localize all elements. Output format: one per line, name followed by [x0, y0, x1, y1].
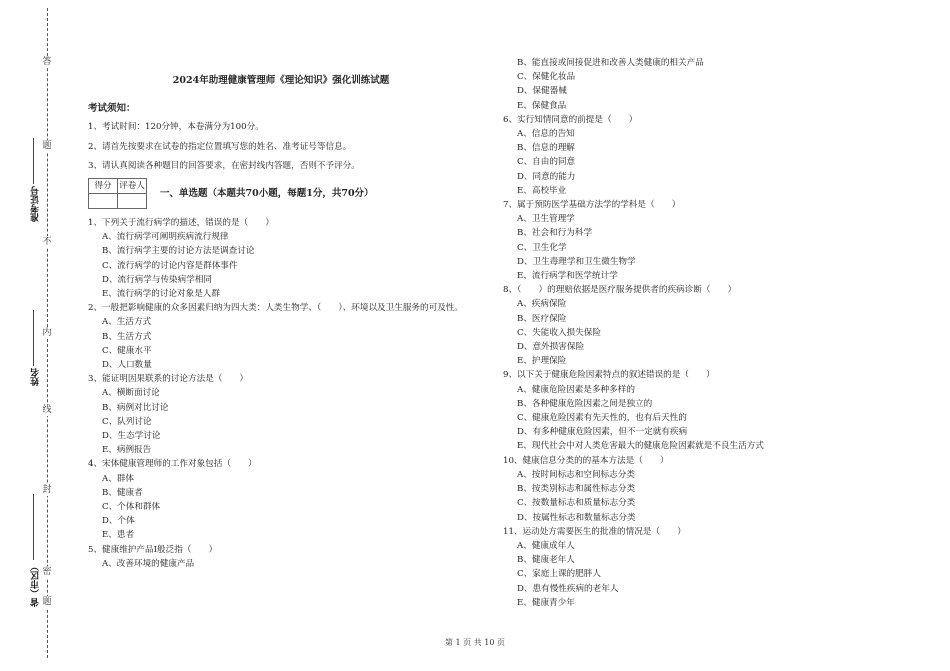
question-item: [88, 301, 488, 372]
question-stem: 1、下列关于流行病学的描述，错误的是（ ）: [88, 218, 274, 229]
answer-option: B、社会和行为科学: [517, 228, 593, 239]
continued-options: [503, 56, 923, 113]
grader-cell: [118, 194, 147, 209]
grader-header: 评卷人: [118, 179, 147, 194]
answer-option: A、按时间标志和空间标志分类: [517, 469, 635, 480]
answer-option: A、流行病学可阐明疾病流行规律: [102, 232, 229, 243]
answer-option: A、群体: [102, 473, 134, 484]
answer-option: C、流行病学的讨论内容是群体事件: [102, 260, 238, 271]
answer-option: C、卫生化学: [517, 242, 567, 253]
answer-option: A、信息的告知: [517, 129, 575, 140]
answer-option: D、流行病学与传染病学相同: [102, 274, 213, 285]
score-table: [88, 178, 147, 209]
exam-title: 2024年助理健康管理师《理论知识》强化训练试题: [172, 75, 390, 86]
answer-option: B、病例对比讨论: [102, 402, 169, 413]
question-stem: 10、健康信息分类的的基本方法是（ ）: [503, 455, 669, 466]
answer-option: B、按类别标志和属性标志分类: [517, 484, 636, 495]
question-stem: 3、能证明因果联系的讨论方法是（ ）: [88, 374, 249, 385]
name-line: [33, 310, 34, 366]
section-heading: 一、单选题（本题共70小题，每题1分，共70分）: [160, 188, 374, 200]
answer-option: B、信息的理解: [517, 143, 575, 154]
answer-option: D、生态学讨论: [102, 431, 161, 442]
question-item: [88, 372, 488, 457]
answer-option: E、病例报告: [102, 445, 152, 456]
notice-item: 1、考试时间：120分钟，本卷满分为100分。: [88, 122, 264, 133]
binding-char: 密: [42, 567, 52, 577]
question-stem: 6、实行知情同意的前提是（ ）: [503, 114, 638, 125]
question-stem: 5、健康维护产品Ⅰ般泛指（ ）: [88, 544, 218, 555]
question-item: [503, 525, 923, 610]
answer-option: A、卫生管理学: [517, 214, 575, 225]
binding-char: 线: [42, 405, 52, 415]
question-item: [503, 113, 923, 198]
name-label: 姓名: [31, 368, 41, 386]
answer-option: C、健康危险因素有先天性的，也有后天性的: [517, 413, 687, 424]
left-column: [88, 74, 488, 571]
answer-option: E、健康青少年: [517, 597, 575, 608]
binding-char: 题: [42, 597, 52, 607]
answer-option: E、患者: [102, 530, 135, 541]
answer-option: C、失能收入损失保险: [517, 327, 601, 338]
answer-option: C、保健化妆品: [517, 72, 576, 83]
answer-option: A、横断面讨论: [102, 388, 160, 399]
answer-option: A、疾病保险: [517, 299, 567, 310]
question-item: [503, 454, 923, 525]
right-column: [503, 56, 923, 610]
answer-option: B、能直接或间接促进和改善人类健康的相关产品: [517, 58, 704, 68]
score-header: 得分: [89, 179, 118, 194]
question-item: [503, 198, 923, 283]
answer-option: C、个体和群体: [102, 502, 161, 513]
question-stem: 4、宋体健康管理师的工作对象包括（ ）: [88, 459, 257, 470]
question-stem: 11、运动处方需要医生的批准的情况是（ ）: [503, 526, 686, 537]
answer-option: D、按属性标志和数量标志分类: [517, 512, 636, 523]
question-item: [503, 368, 923, 453]
binding-strip: [0, 0, 70, 671]
right-question-list: [503, 113, 923, 610]
question-item: [88, 457, 488, 542]
province-label: 省（市区）: [31, 562, 41, 607]
answer-option: E、流行病学和医学统计学: [517, 271, 618, 282]
answer-option: B、健康老年人: [517, 555, 575, 566]
answer-option: D、个体: [102, 516, 135, 527]
binding-char: 不: [42, 237, 52, 247]
answer-option: D、有多种健康危险因素，但不一定就有疾病: [517, 427, 688, 438]
question-stem: 8、（ ）的理赔依据是医疗服务提供者的疾病诊断（ ）: [503, 285, 737, 296]
answer-option: A、生活方式: [102, 317, 152, 328]
answer-option: B、医疗保险: [517, 313, 567, 324]
notice-item: 3、请认真阅读各种题目的回答要求，在密封线内答题，否则不予评分。: [88, 160, 360, 171]
binding-char: 封: [42, 485, 52, 495]
answer-option: D、意外损害保险: [517, 342, 585, 353]
score-block: [88, 178, 488, 208]
answer-option: E、现代社会中对人类危害最大的健康危险因素就是不良生活方式: [517, 441, 764, 452]
answer-option: C、队列讨论: [102, 416, 152, 427]
left-question-list: [88, 216, 488, 571]
answer-option: C、自由的同意: [517, 157, 576, 168]
answer-option: D、患有慢性疾病的老年人: [517, 583, 619, 594]
answer-option: E、保健食品: [517, 100, 567, 111]
answer-option: D、保健器械: [517, 86, 567, 97]
exam-number-label: 准考证号: [31, 186, 41, 222]
answer-option: B、流行病学主要的讨论方法是调查讨论: [102, 246, 255, 257]
answer-option: D、人口数量: [102, 360, 152, 371]
answer-option: C、按数量标志和质量标志分类: [517, 498, 636, 509]
page-footer: 第 1 页 共 10 页: [445, 638, 505, 647]
question-stem: 7、属于预防医学基础方法学的学科是（ ）: [503, 200, 681, 211]
answer-option: E、流行病学的讨论对象是人群: [102, 289, 220, 300]
question-stem: 2、一般把影响健康的众多因素归纳为四大类：人类生物学、（ ）、环境以及卫生服务的可及性。: [88, 303, 463, 314]
answer-option: D、卫生毒理学和卫生微生物学: [517, 256, 636, 267]
answer-option: C、健康水平: [102, 345, 152, 356]
notice-heading: 考试须知：: [88, 103, 136, 115]
answer-option: A、健康成年人: [517, 540, 575, 551]
binding-char: 题: [42, 141, 52, 151]
question-item: [503, 283, 923, 368]
binding-char: 答: [42, 57, 52, 67]
answer-option: B、生活方式: [102, 331, 152, 342]
question-item: [88, 543, 488, 571]
answer-option: B、各种健康危险因素之间是独立的: [517, 398, 653, 409]
score-cell: [89, 194, 118, 209]
answer-option: D、同意的能力: [517, 171, 576, 182]
question-item: [88, 216, 488, 301]
answer-option: E、护理保险: [517, 356, 567, 367]
exam-number-line: [33, 138, 34, 184]
answer-option: A、健康危险因素是多种多样的: [517, 384, 635, 395]
answer-option: E、高校毕业: [517, 185, 567, 196]
answer-option: C、家庭上课的肥胖人: [517, 569, 601, 580]
answer-option: A、改善环境的健康产品: [102, 558, 195, 569]
notice-item: 2、请首先按要求在试卷的指定位置填写您的姓名、准考证号等信息。: [88, 141, 352, 152]
province-line: [33, 494, 34, 560]
question-stem: 9、以下关于健康危险因素特点的叙述错误的是（ ）: [503, 370, 715, 381]
binding-char: 内: [42, 328, 52, 338]
answer-option: B、健康者: [102, 487, 143, 498]
